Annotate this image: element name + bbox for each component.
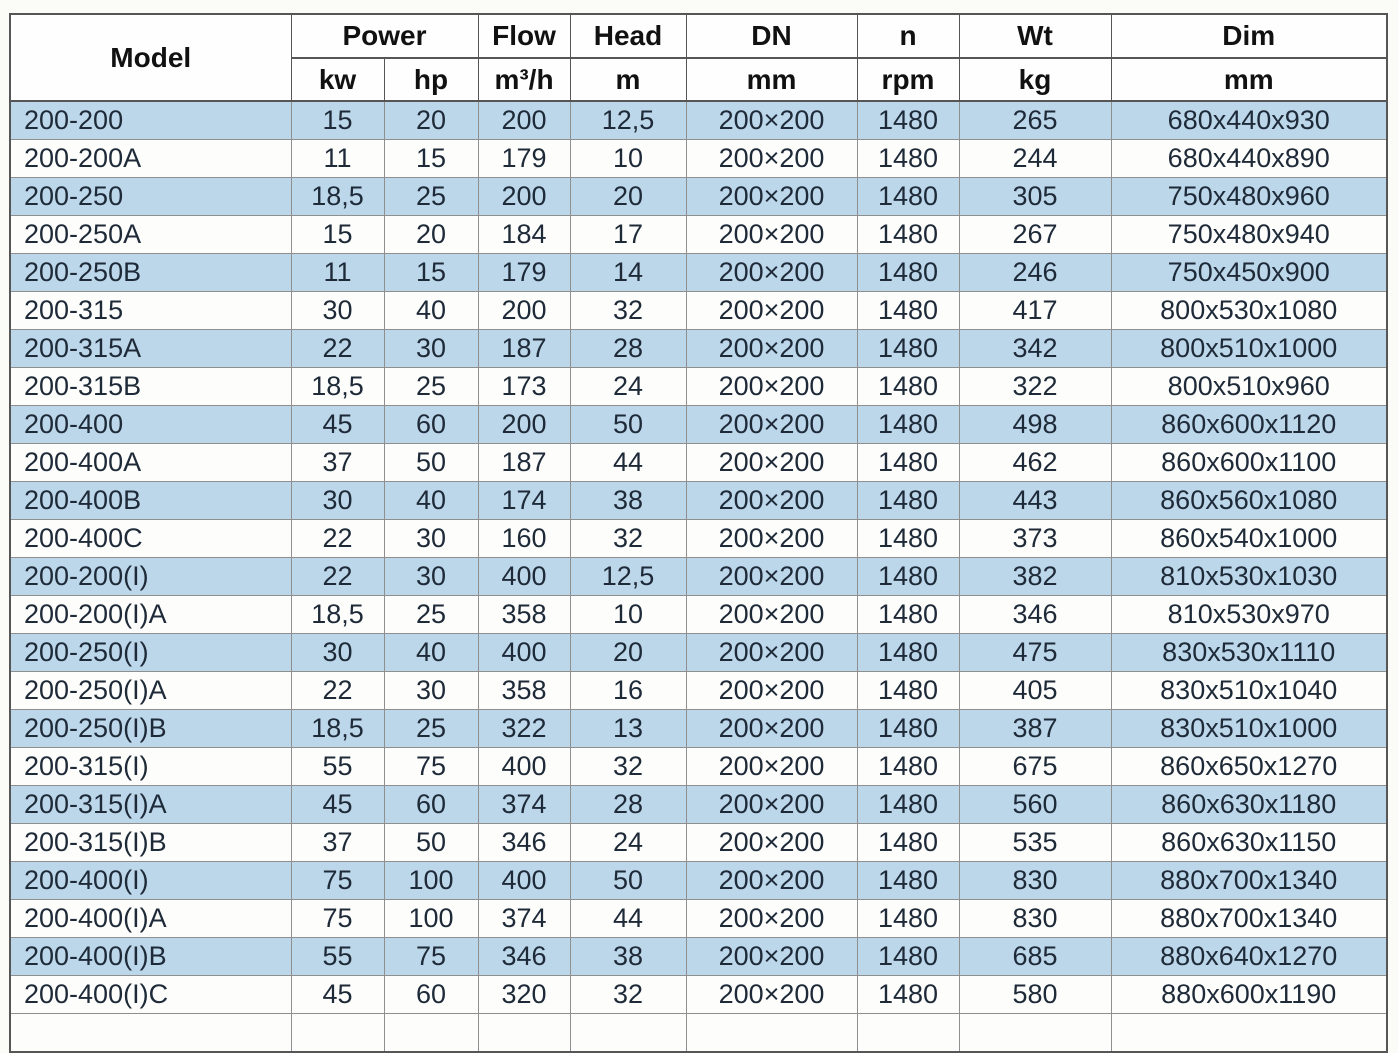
table-row [10, 938, 1387, 976]
cell-head-m: 10 [570, 140, 686, 178]
cell-n-rpm: 1480 [857, 976, 959, 1014]
cell-power-kw: 11 [291, 254, 384, 292]
cell-head-m: 50 [570, 406, 686, 444]
cell-power-hp: 60 [384, 406, 478, 444]
header-row-groups [10, 14, 1387, 58]
cell-head-m: 44 [570, 444, 686, 482]
cell-wt-kg: 675 [959, 748, 1111, 786]
cell-flow-m3h: 187 [478, 444, 570, 482]
cell-model: 200-400 [10, 406, 291, 444]
cell-dn-mm: 200×200 [686, 444, 857, 482]
cell-dim-mm: 860x600x1100 [1111, 444, 1387, 482]
cell-model: 200-315(I)A [10, 786, 291, 824]
cell-empty [291, 1014, 384, 1053]
table-row [10, 748, 1387, 786]
cell-power-kw: 18,5 [291, 178, 384, 216]
cell-n-rpm: 1480 [857, 938, 959, 976]
cell-dn-mm: 200×200 [686, 101, 857, 140]
cell-power-hp: 50 [384, 444, 478, 482]
cell-model: 200-250(I) [10, 634, 291, 672]
cell-head-m: 13 [570, 710, 686, 748]
cell-power-hp: 25 [384, 710, 478, 748]
cell-empty [1111, 1014, 1387, 1053]
cell-wt-kg: 267 [959, 216, 1111, 254]
col-header-head: Head [570, 14, 686, 58]
cell-flow-m3h: 184 [478, 216, 570, 254]
cell-n-rpm: 1480 [857, 672, 959, 710]
cell-dn-mm: 200×200 [686, 710, 857, 748]
cell-dn-mm: 200×200 [686, 406, 857, 444]
cell-flow-m3h: 400 [478, 748, 570, 786]
cell-head-m: 20 [570, 178, 686, 216]
table-row [10, 710, 1387, 748]
cell-dim-mm: 860x600x1120 [1111, 406, 1387, 444]
cell-dim-mm: 860x650x1270 [1111, 748, 1387, 786]
cell-power-kw: 30 [291, 634, 384, 672]
cell-dim-mm: 860x630x1150 [1111, 824, 1387, 862]
cell-dim-mm: 830x530x1110 [1111, 634, 1387, 672]
cell-dn-mm: 200×200 [686, 216, 857, 254]
cell-n-rpm: 1480 [857, 748, 959, 786]
cell-power-kw: 75 [291, 862, 384, 900]
cell-power-kw: 18,5 [291, 596, 384, 634]
cell-head-m: 14 [570, 254, 686, 292]
cell-power-hp: 25 [384, 368, 478, 406]
cell-flow-m3h: 173 [478, 368, 570, 406]
cell-n-rpm: 1480 [857, 824, 959, 862]
table-row-partial [10, 1014, 1387, 1053]
cell-wt-kg: 265 [959, 101, 1111, 140]
cell-dn-mm: 200×200 [686, 786, 857, 824]
cell-dn-mm: 200×200 [686, 672, 857, 710]
cell-flow-m3h: 200 [478, 292, 570, 330]
cell-flow-m3h: 400 [478, 558, 570, 596]
cell-empty [959, 1014, 1111, 1053]
cell-head-m: 24 [570, 368, 686, 406]
cell-dim-mm: 860x540x1000 [1111, 520, 1387, 558]
cell-head-m: 28 [570, 786, 686, 824]
cell-flow-m3h: 200 [478, 178, 570, 216]
cell-dim-mm: 810x530x1030 [1111, 558, 1387, 596]
cell-n-rpm: 1480 [857, 596, 959, 634]
cell-wt-kg: 405 [959, 672, 1111, 710]
pump-spec-table [9, 13, 1388, 1053]
unit-header-dim-mm: mm [1111, 58, 1387, 101]
cell-power-kw: 37 [291, 824, 384, 862]
table-row [10, 444, 1387, 482]
table-row [10, 824, 1387, 862]
cell-model: 200-200A [10, 140, 291, 178]
cell-power-hp: 20 [384, 101, 478, 140]
cell-head-m: 32 [570, 976, 686, 1014]
cell-empty [384, 1014, 478, 1053]
cell-power-kw: 22 [291, 672, 384, 710]
cell-dim-mm: 860x630x1180 [1111, 786, 1387, 824]
cell-power-kw: 55 [291, 938, 384, 976]
cell-wt-kg: 342 [959, 330, 1111, 368]
cell-n-rpm: 1480 [857, 710, 959, 748]
cell-power-hp: 75 [384, 938, 478, 976]
cell-n-rpm: 1480 [857, 140, 959, 178]
cell-head-m: 32 [570, 748, 686, 786]
cell-dim-mm: 800x510x960 [1111, 368, 1387, 406]
table-body [10, 101, 1387, 1052]
cell-model: 200-250(I)B [10, 710, 291, 748]
cell-power-hp: 30 [384, 558, 478, 596]
unit-header-m3h: m³/h [478, 58, 570, 101]
cell-model: 200-400B [10, 482, 291, 520]
cell-power-kw: 45 [291, 786, 384, 824]
cell-wt-kg: 346 [959, 596, 1111, 634]
cell-dn-mm: 200×200 [686, 368, 857, 406]
cell-flow-m3h: 187 [478, 330, 570, 368]
cell-power-hp: 40 [384, 482, 478, 520]
cell-wt-kg: 382 [959, 558, 1111, 596]
unit-header-hp: hp [384, 58, 478, 101]
cell-head-m: 38 [570, 482, 686, 520]
cell-n-rpm: 1480 [857, 444, 959, 482]
cell-flow-m3h: 179 [478, 140, 570, 178]
cell-wt-kg: 443 [959, 482, 1111, 520]
cell-flow-m3h: 358 [478, 672, 570, 710]
unit-header-kw: kw [291, 58, 384, 101]
table-row [10, 254, 1387, 292]
cell-head-m: 10 [570, 596, 686, 634]
cell-wt-kg: 830 [959, 900, 1111, 938]
cell-power-kw: 30 [291, 292, 384, 330]
cell-dn-mm: 200×200 [686, 634, 857, 672]
cell-dn-mm: 200×200 [686, 140, 857, 178]
cell-flow-m3h: 400 [478, 634, 570, 672]
cell-dim-mm: 800x510x1000 [1111, 330, 1387, 368]
cell-empty [10, 1014, 291, 1053]
cell-model: 200-315(I) [10, 748, 291, 786]
cell-dim-mm: 830x510x1000 [1111, 710, 1387, 748]
cell-head-m: 20 [570, 634, 686, 672]
cell-dn-mm: 200×200 [686, 596, 857, 634]
cell-empty [686, 1014, 857, 1053]
cell-power-hp: 40 [384, 292, 478, 330]
cell-wt-kg: 417 [959, 292, 1111, 330]
cell-n-rpm: 1480 [857, 862, 959, 900]
cell-power-hp: 100 [384, 862, 478, 900]
cell-flow-m3h: 374 [478, 786, 570, 824]
unit-header-rpm: rpm [857, 58, 959, 101]
cell-empty [478, 1014, 570, 1053]
table-row [10, 178, 1387, 216]
cell-power-kw: 75 [291, 900, 384, 938]
cell-head-m: 24 [570, 824, 686, 862]
cell-model: 200-315 [10, 292, 291, 330]
cell-wt-kg: 475 [959, 634, 1111, 672]
cell-wt-kg: 685 [959, 938, 1111, 976]
cell-dn-mm: 200×200 [686, 520, 857, 558]
cell-dn-mm: 200×200 [686, 862, 857, 900]
cell-power-hp: 75 [384, 748, 478, 786]
cell-dim-mm: 750x480x960 [1111, 178, 1387, 216]
table-row [10, 292, 1387, 330]
table-row [10, 140, 1387, 178]
cell-power-kw: 15 [291, 101, 384, 140]
cell-model: 200-250B [10, 254, 291, 292]
table-row [10, 976, 1387, 1014]
cell-dim-mm: 750x480x940 [1111, 216, 1387, 254]
cell-wt-kg: 498 [959, 406, 1111, 444]
cell-power-kw: 18,5 [291, 710, 384, 748]
cell-wt-kg: 244 [959, 140, 1111, 178]
cell-n-rpm: 1480 [857, 406, 959, 444]
cell-power-kw: 45 [291, 976, 384, 1014]
cell-power-hp: 100 [384, 900, 478, 938]
table-header [10, 14, 1387, 101]
table-row [10, 482, 1387, 520]
cell-wt-kg: 373 [959, 520, 1111, 558]
table-row [10, 330, 1387, 368]
cell-power-hp: 30 [384, 520, 478, 558]
cell-flow-m3h: 174 [478, 482, 570, 520]
table-row [10, 406, 1387, 444]
cell-head-m: 16 [570, 672, 686, 710]
cell-dim-mm: 810x530x970 [1111, 596, 1387, 634]
cell-model: 200-400(I) [10, 862, 291, 900]
table-row [10, 634, 1387, 672]
cell-head-m: 28 [570, 330, 686, 368]
cell-power-kw: 11 [291, 140, 384, 178]
cell-flow-m3h: 358 [478, 596, 570, 634]
unit-header-kg: kg [959, 58, 1111, 101]
cell-model: 200-315B [10, 368, 291, 406]
cell-n-rpm: 1480 [857, 216, 959, 254]
cell-head-m: 38 [570, 938, 686, 976]
cell-flow-m3h: 200 [478, 406, 570, 444]
cell-model: 200-200 [10, 101, 291, 140]
cell-n-rpm: 1480 [857, 520, 959, 558]
cell-wt-kg: 305 [959, 178, 1111, 216]
col-header-power: Power [291, 14, 478, 58]
cell-model: 200-200(I) [10, 558, 291, 596]
cell-dim-mm: 880x700x1340 [1111, 862, 1387, 900]
cell-dn-mm: 200×200 [686, 976, 857, 1014]
cell-power-kw: 55 [291, 748, 384, 786]
cell-model: 200-400A [10, 444, 291, 482]
cell-wt-kg: 580 [959, 976, 1111, 1014]
cell-model: 200-250A [10, 216, 291, 254]
cell-head-m: 17 [570, 216, 686, 254]
cell-model: 200-400(I)A [10, 900, 291, 938]
cell-n-rpm: 1480 [857, 254, 959, 292]
cell-model: 200-315(I)B [10, 824, 291, 862]
cell-flow-m3h: 400 [478, 862, 570, 900]
cell-head-m: 32 [570, 292, 686, 330]
cell-empty [570, 1014, 686, 1053]
cell-n-rpm: 1480 [857, 368, 959, 406]
cell-n-rpm: 1480 [857, 634, 959, 672]
cell-wt-kg: 387 [959, 710, 1111, 748]
cell-dim-mm: 800x530x1080 [1111, 292, 1387, 330]
cell-n-rpm: 1480 [857, 482, 959, 520]
cell-head-m: 12,5 [570, 101, 686, 140]
table-row [10, 216, 1387, 254]
cell-dn-mm: 200×200 [686, 178, 857, 216]
table-row [10, 862, 1387, 900]
table-row [10, 520, 1387, 558]
cell-flow-m3h: 322 [478, 710, 570, 748]
cell-power-kw: 37 [291, 444, 384, 482]
cell-power-hp: 40 [384, 634, 478, 672]
cell-dim-mm: 750x450x900 [1111, 254, 1387, 292]
table-row [10, 368, 1387, 406]
table-row [10, 101, 1387, 140]
cell-head-m: 32 [570, 520, 686, 558]
col-header-model: Model [10, 14, 291, 101]
cell-model: 200-400(I)B [10, 938, 291, 976]
cell-dn-mm: 200×200 [686, 824, 857, 862]
cell-power-hp: 15 [384, 254, 478, 292]
cell-dim-mm: 880x640x1270 [1111, 938, 1387, 976]
cell-model: 200-250 [10, 178, 291, 216]
cell-power-hp: 15 [384, 140, 478, 178]
cell-wt-kg: 246 [959, 254, 1111, 292]
cell-flow-m3h: 179 [478, 254, 570, 292]
cell-dim-mm: 830x510x1040 [1111, 672, 1387, 710]
cell-dim-mm: 680x440x890 [1111, 140, 1387, 178]
cell-flow-m3h: 374 [478, 900, 570, 938]
cell-dn-mm: 200×200 [686, 558, 857, 596]
cell-n-rpm: 1480 [857, 101, 959, 140]
cell-dim-mm: 880x600x1190 [1111, 976, 1387, 1014]
cell-model: 200-315A [10, 330, 291, 368]
table-row [10, 558, 1387, 596]
cell-flow-m3h: 160 [478, 520, 570, 558]
cell-wt-kg: 830 [959, 862, 1111, 900]
cell-power-hp: 30 [384, 330, 478, 368]
cell-power-hp: 20 [384, 216, 478, 254]
cell-n-rpm: 1480 [857, 330, 959, 368]
cell-power-kw: 18,5 [291, 368, 384, 406]
cell-wt-kg: 560 [959, 786, 1111, 824]
cell-power-kw: 15 [291, 216, 384, 254]
col-header-dn: DN [686, 14, 857, 58]
cell-n-rpm: 1480 [857, 292, 959, 330]
cell-dn-mm: 200×200 [686, 292, 857, 330]
cell-wt-kg: 462 [959, 444, 1111, 482]
col-header-n: n [857, 14, 959, 58]
cell-n-rpm: 1480 [857, 786, 959, 824]
cell-flow-m3h: 346 [478, 938, 570, 976]
cell-n-rpm: 1480 [857, 178, 959, 216]
table-row [10, 596, 1387, 634]
table-row [10, 786, 1387, 824]
cell-wt-kg: 322 [959, 368, 1111, 406]
cell-power-kw: 30 [291, 482, 384, 520]
cell-flow-m3h: 320 [478, 976, 570, 1014]
cell-flow-m3h: 346 [478, 824, 570, 862]
col-header-wt: Wt [959, 14, 1111, 58]
cell-power-hp: 60 [384, 786, 478, 824]
cell-power-kw: 45 [291, 406, 384, 444]
cell-n-rpm: 1480 [857, 900, 959, 938]
cell-power-hp: 30 [384, 672, 478, 710]
cell-dn-mm: 200×200 [686, 254, 857, 292]
col-header-dim: Dim [1111, 14, 1387, 58]
cell-dn-mm: 200×200 [686, 482, 857, 520]
cell-power-kw: 22 [291, 330, 384, 368]
cell-power-kw: 22 [291, 558, 384, 596]
unit-header-dn-mm: mm [686, 58, 857, 101]
cell-dn-mm: 200×200 [686, 900, 857, 938]
cell-dn-mm: 200×200 [686, 330, 857, 368]
cell-power-hp: 25 [384, 178, 478, 216]
cell-dim-mm: 880x700x1340 [1111, 900, 1387, 938]
cell-head-m: 50 [570, 862, 686, 900]
cell-power-hp: 25 [384, 596, 478, 634]
cell-dim-mm: 860x560x1080 [1111, 482, 1387, 520]
table-row [10, 672, 1387, 710]
cell-dim-mm: 680x440x930 [1111, 101, 1387, 140]
cell-empty [857, 1014, 959, 1053]
cell-dn-mm: 200×200 [686, 938, 857, 976]
cell-model: 200-400(I)C [10, 976, 291, 1014]
cell-head-m: 12,5 [570, 558, 686, 596]
cell-model: 200-400C [10, 520, 291, 558]
cell-power-kw: 22 [291, 520, 384, 558]
table-row [10, 900, 1387, 938]
cell-flow-m3h: 200 [478, 101, 570, 140]
cell-head-m: 44 [570, 900, 686, 938]
cell-model: 200-200(I)A [10, 596, 291, 634]
cell-power-hp: 50 [384, 824, 478, 862]
cell-model: 200-250(I)A [10, 672, 291, 710]
cell-n-rpm: 1480 [857, 558, 959, 596]
cell-dn-mm: 200×200 [686, 748, 857, 786]
cell-wt-kg: 535 [959, 824, 1111, 862]
col-header-flow: Flow [478, 14, 570, 58]
cell-power-hp: 60 [384, 976, 478, 1014]
unit-header-m: m [570, 58, 686, 101]
